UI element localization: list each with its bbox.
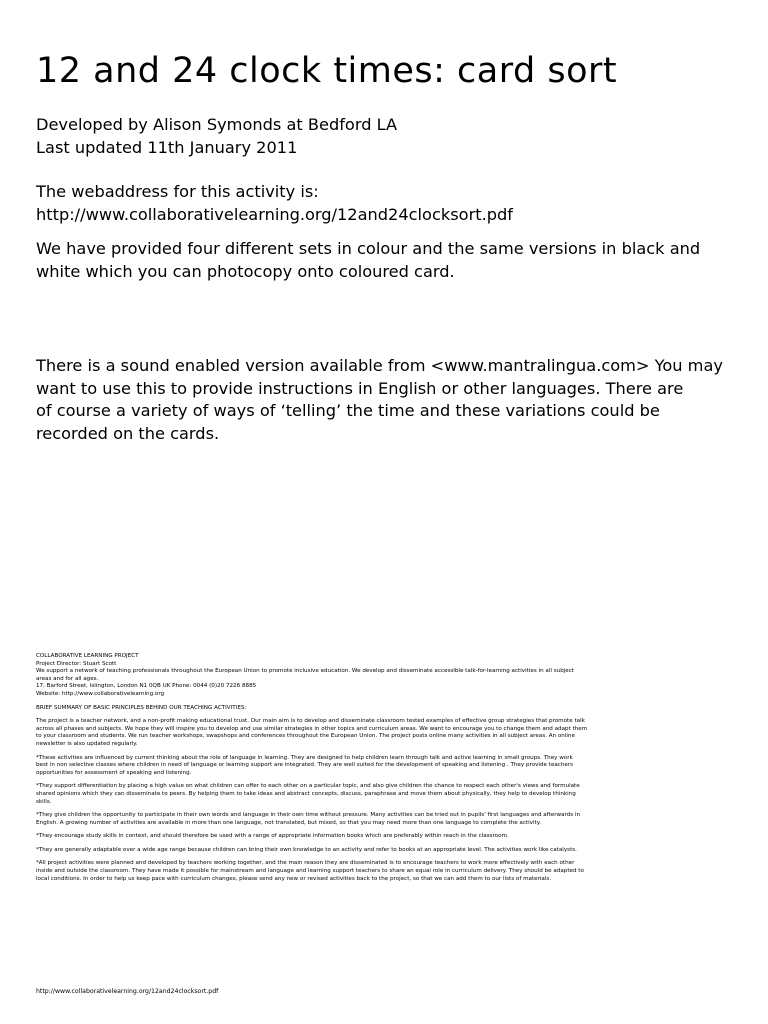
sound-line: recorded on the cards. bbox=[36, 423, 220, 443]
principle-text: newsletter is also updated regularly. bbox=[36, 740, 138, 747]
principle-text: *They are generally adaptable over a wide age range because children can bring their own knowledge to an activity and refer to books at an appropriate level. The activities work like catalysts. bbox=[36, 846, 577, 853]
sound-line: want to use this to provide instructions in English or other languages. There are bbox=[36, 378, 684, 398]
principle-text: English. A growing number of activities are available in more than one language, not translated, but mixed, so that you may need more than one language to complete the activity. bbox=[36, 819, 542, 826]
principle-text: best in non selective classes where children in need of language or learning support are integrated. They are well suited for the development of speaking and listening . They provide teachers bbox=[36, 762, 574, 769]
web-address-label: The webaddress for this activity is: bbox=[36, 182, 319, 201]
sets-line: white which you can photocopy onto coloured card. bbox=[36, 261, 455, 281]
principle-text: across all phases and subjects. We hope they will inspire you to develop and use similar strategies in other topics and curriculum areas. We want to encourage you to change them and adapt them bbox=[36, 725, 588, 732]
sets-paragraph bbox=[36, 238, 768, 283]
sound-line: of course a variety of ways of ‘telling’ the time and these variations could be bbox=[36, 401, 660, 420]
principle-text: opportunities for assessment of speaking and listening. bbox=[36, 769, 192, 776]
project-website[interactable]: Website: http://www.collaborativelearning.org bbox=[36, 690, 165, 697]
project-address: 17, Barford Street, Islington, London N1 0QB UK Phone: 0044 (0)20 7226 8885 bbox=[36, 683, 257, 690]
summary-heading: BRIEF SUMMARY OF BASIC PRINCIPLES BEHIND OUR TEACHING ACTIVITIES: bbox=[36, 704, 247, 711]
principle-text: *These activities are influenced by current thinking about the role of language in learning. They are designed to help children learn through talk and active learning in small groups. They work bbox=[36, 754, 573, 761]
project-director: Project Director: Stuart Scott bbox=[36, 660, 117, 667]
principle-text: skills. bbox=[36, 798, 52, 805]
web-address-url[interactable]: http://www.collaborativelearning.org/12and24clocksort.pdf bbox=[36, 204, 513, 224]
principle-text: local conditions. In order to help us keep pace with curriculum changes, please send any new or revised activities back to the project, so that we can add them to our lists of materials. bbox=[36, 875, 552, 882]
principle-text: inside and outside the classroom. They have made it possible for mainstream and language and learning support teachers to share an equal role in curriculum delivery. They should be adapted to bbox=[36, 868, 584, 875]
principle-text: *They give children the opportunity to participate in their own words and language in their own time without pressure. Many activities can be tried out in pupils' first languages and afterwards in bbox=[36, 812, 581, 819]
developer-info bbox=[36, 114, 768, 159]
principle-text: to your classroom and students. We run teacher workshops, swapshops and conferences throughout the European Union. The project posts online many activities in all subject areas. An online bbox=[36, 733, 575, 740]
principle-text: shared opinions which they can disseminate to peers. By helping them to take ideas and abstract concepts, discuss, paraphrase and move them about physically, they help to develop thinking bbox=[36, 790, 576, 797]
sound-line: There is a sound enabled version available from <www.mantralingua.com> You may bbox=[36, 356, 723, 375]
developer-line: Developed by Alison Symonds at Bedford LA bbox=[36, 115, 398, 134]
principle-text: The project is a teacher network, and a non-profit making educational trust. Our main aim is to develop and disseminate classroom tested examples of effective group strategies that promote talk bbox=[36, 718, 585, 725]
updated-line: Last updated 11th January 2011 bbox=[36, 137, 298, 157]
sound-version-paragraph bbox=[36, 355, 768, 445]
project-info bbox=[36, 653, 736, 889]
page-title: 12 and 24 clock times: card sort bbox=[36, 51, 618, 91]
web-address-block bbox=[36, 181, 768, 226]
project-name: COLLABORATIVE LEARNING PROJECT bbox=[36, 653, 139, 659]
principle-text: *All project activities were planned and developed by teachers working together, and the main reason they are disseminated is to encourage teachers to work more effectively with each other bbox=[36, 860, 575, 867]
principle-text: *They support differentiation by placing a high value on what children can offer to each other on a particular topic, and also give children the chance to respect each other's views and formulate bbox=[36, 783, 580, 790]
project-support: We support a network of teaching professionals throughout the European Union to promote inclusive education. We develop and disseminate accessible talk-for-learning activities in all subject bbox=[36, 668, 575, 675]
footer-url[interactable]: http://www.collaborativelearning.org/12and24clocksort.pdf bbox=[36, 988, 219, 995]
principle-text: *They encourage study skills in context, and should therefore be used with a range of appropriate information books which are preferably within reach in the classroom. bbox=[36, 833, 509, 840]
sets-line: We have provided four different sets in colour and the same versions in black and bbox=[36, 239, 701, 258]
project-support: areas and for all ages. bbox=[36, 675, 99, 682]
